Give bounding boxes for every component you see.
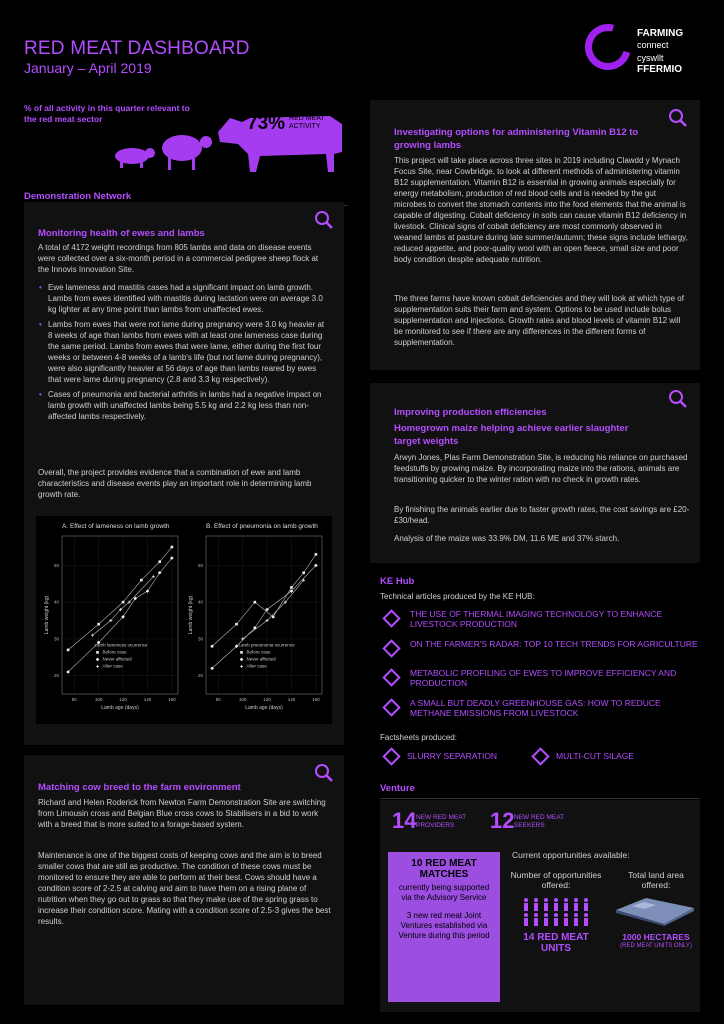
person-icon (584, 918, 588, 926)
kehub-article-link[interactable]: A SMALL BUT DEADLY GREENHOUSE GAS: HOW TO REDUCE METHANE EMISSIONS FROM LIVESTOCK (410, 698, 661, 718)
divider (380, 798, 700, 799)
person-icon (544, 903, 548, 911)
data-point (158, 560, 161, 563)
cow-title: Matching cow breed to the farm environment (38, 782, 241, 793)
data-point (302, 571, 305, 574)
venture-panel (380, 800, 700, 1012)
matches-text: currently being supported via the Advisory Service (398, 883, 490, 902)
search-icon[interactable] (668, 389, 688, 409)
x-axis-label: Lamb age (days) (245, 705, 283, 711)
people-icon (520, 896, 596, 930)
x-tick-label: 100 (94, 697, 103, 702)
person-icon (564, 898, 568, 902)
lameness-conclusion: Overall, the project provides evidence that a combination of ewe and lamb characteristics and disease events play an important role in determining lamb growth rate. (38, 468, 312, 499)
person-icon (574, 918, 578, 926)
person-icon (554, 913, 558, 917)
factsheet-icon (382, 747, 400, 765)
section-title-demo: Demonstration Network (24, 191, 132, 202)
cow-panel (24, 755, 344, 1005)
person-icon (544, 898, 548, 902)
y-tick-label: 40 (53, 599, 59, 605)
vitamin-title: Investigating options for administering Vitamin B12 to growing lambs (394, 127, 639, 151)
activity-caption: % of all activity in this quarter relevant to the red meat sector (24, 103, 190, 124)
x-tick-label: 140 (287, 697, 296, 702)
legend-entry: Before case (102, 649, 127, 655)
person-icon (584, 903, 588, 911)
y-tick-label: 50 (197, 562, 203, 568)
person-icon (544, 918, 548, 926)
opportunities-label: Current opportunities available: (512, 850, 630, 860)
legend-entry: Never affected (246, 656, 276, 662)
production-paragraph-2: By finishing the animals earlier due to faster growth rates, the cost savings are £20-£30/head. (394, 505, 690, 525)
lameness-intro: A total of 4172 weight recordings from 805 lambs and data on disease events were collected over a six-month period in a commercial pedigree sheep flock at the Innovis Innovation Site. (38, 243, 319, 274)
factsheet-link[interactable]: MULTI-CUT SILAGE (556, 751, 635, 761)
production-subtitle: Homegrown maize helping achieve earlier slaughter target weights (394, 423, 629, 447)
person-icon (524, 903, 528, 911)
person-icon (554, 918, 558, 926)
person-icon (534, 913, 538, 917)
y-tick-label: 20 (197, 673, 203, 679)
lameness-bullets (38, 282, 330, 426)
cow-paragraph-2: Maintenance is one of the biggest costs of keeping cows and the aim is to breed smaller cows that are still as productive. The condition of these cows must be monitored to ensure they are able to perform at their best. Cows should have a condition score of 2-2.5 at calving and aim to have them on a rising plane of nutrition when they go out to grass so that they make use of the spring grass to increase their condition score. Mating with a condition score of 2.5-3 gives the best results. (38, 851, 331, 926)
y-tick-label: 20 (53, 673, 59, 679)
charts-container (36, 516, 332, 724)
num-opportunities-label: Number of opportunities offered: (510, 870, 602, 890)
data-point (272, 616, 275, 619)
data-point (235, 623, 238, 626)
list-item: • Lambs from ewes that were not lame during pregnancy were 3.0 kg heavier at 8 weeks of age than lambs from ewes with at least one lameness case during the same period. Lambs from ewes that were lame, either during the first four weeks or between 4-8 weeks of a lamb's life (but not lame during pregnancy), were also significantly heavier at 56 days of age than lambs reared by ewes that were lame during pregnancy (2.8 and 3.3 kg respectively). (38, 319, 330, 385)
hectares-value: 1000 HECTARES (622, 932, 690, 942)
production-panel (370, 383, 700, 563)
field-icon (616, 896, 694, 926)
logo-text-farming: FARMING (637, 28, 684, 39)
factsheets-label: Factsheets produced: (380, 733, 457, 742)
kehub-article-link[interactable]: ON THE FARMER'S RADAR: TOP 10 TECH TRENDS FOR AGRICULTURE (410, 639, 698, 649)
x-tick-label: 120 (263, 697, 271, 702)
x-tick-label: 160 (168, 697, 176, 702)
data-point (315, 553, 318, 556)
vitamin-panel (370, 100, 700, 370)
factsheet-icon (531, 747, 549, 765)
data-point (122, 601, 125, 604)
kehub-title: KE Hub (380, 576, 415, 587)
logo-text-connect: connect (637, 40, 669, 50)
article-icon (382, 698, 400, 716)
seekers-count: 12 (490, 808, 515, 833)
person-icon (574, 913, 578, 917)
activity-label: RED MEAT ACTIVITY (289, 115, 325, 130)
legend-title: Lamb lameness ocurrence (94, 642, 148, 648)
list-item: • Ewe lameness and mastitis cases had a significant impact on lamb growth. Lambs from ewes identified with mastitis during lactation were on average 3.0 kg lighter at any time point than lambs from unaffected ewes. (38, 282, 330, 315)
plot-area (206, 536, 322, 694)
data-point (290, 586, 293, 589)
page-subtitle: January – April 2019 (24, 60, 152, 76)
data-point (254, 601, 257, 604)
units-value: 14 RED MEAT UNITS (523, 932, 589, 954)
venture-title: Venture (380, 783, 415, 794)
plot-area (62, 536, 178, 694)
matches-box (388, 852, 500, 1002)
production-title: Improving production efficiencies (394, 407, 547, 418)
y-tick-label: 40 (197, 599, 203, 605)
person-icon (534, 898, 538, 902)
matches-title: 10 RED MEAT MATCHES (411, 858, 477, 880)
cow-paragraph-1: Richard and Helen Roderick from Newton Farm Demonstration Site are switching from Limousin cross and Belgian Blue cross cows to Stabilisers in a bid to work with a breed that is more suited to a forage-based system. (38, 798, 326, 829)
data-point (97, 623, 100, 626)
lamb-growth-charts (36, 516, 332, 724)
person-icon (584, 913, 588, 917)
article-icon (382, 639, 400, 657)
animal-silhouettes-icon (110, 98, 370, 174)
data-point (171, 546, 174, 549)
providers-count: 14 (392, 808, 417, 833)
legend-marker (96, 651, 99, 654)
person-icon (564, 903, 568, 911)
person-icon (554, 898, 558, 902)
person-icon (524, 918, 528, 926)
person-icon (584, 898, 588, 902)
y-axis-label: Lamb weight (kg) (44, 595, 50, 635)
farming-connect-logo-icon (577, 16, 640, 79)
hectares-note: (RED MEAT UNITS ONLY) (620, 943, 692, 949)
legend-entry: After case (246, 663, 267, 669)
y-tick-label: 30 (197, 636, 203, 642)
x-axis-label: Lamb age (days) (101, 705, 139, 711)
chart-title: A. Effect of lameness on lamb growth (62, 523, 170, 530)
legend-entry: After case (102, 663, 123, 669)
production-paragraph-1: Arwyn Jones, Plas Farm Demonstration Site, is reducing his reliance on purchased feedstuffs by growing maize. By incorporating maize into the rations, animals are transitioning quicker to the winter ration with no check in growth rates. (394, 453, 688, 484)
y-tick-label: 50 (53, 562, 59, 568)
article-icon (382, 668, 400, 686)
legend-marker (240, 651, 243, 654)
kehub-article-link[interactable]: METABOLIC PROFILING OF EWES TO IMPROVE EFFICIENCY AND PRODUCTION (410, 668, 677, 688)
person-icon (564, 918, 568, 926)
person-icon (574, 898, 578, 902)
lameness-title: Monitoring health of ewes and lambs (38, 228, 205, 239)
kehub-article-link[interactable]: THE USE OF THERMAL IMAGING TECHNOLOGY TO ENHANCE LIVESTOCK PRODUCTION (410, 609, 663, 629)
article-icon (382, 609, 400, 627)
factsheet-link[interactable]: SLURRY SEPARATION (407, 751, 498, 761)
data-point (67, 649, 70, 652)
x-tick-label: 80 (71, 697, 77, 702)
legend-title: Lamb pneumonia ocurrence (238, 642, 295, 648)
chart-title: B. Effect of pneumonia on lamb growth (206, 523, 318, 530)
person-icon (564, 913, 568, 917)
x-tick-label: 120 (119, 697, 127, 702)
person-icon (544, 913, 548, 917)
logo-text-ffermio: FFERMIO (637, 64, 682, 75)
lameness-panel (24, 202, 344, 745)
y-tick-label: 30 (53, 636, 59, 642)
legend-entry: Before case (246, 649, 271, 655)
logo-text-cyswllt: cyswllt (637, 53, 664, 63)
vitamin-paragraph-2: The three farms have known cobalt deficiencies and they will look at which type of supplementation suits their farm and system. Options to be used include bolus supplementation and injections. Growth rates and blood levels of vitamin B12 will be monitored to see if there are any differences in the different forms of supplementation. (394, 294, 684, 347)
list-item: • Cases of pneumonia and bacterial arthritis in lambs had a negative impact on lamb growth with unaffected lambs being 5.5 kg and 2.2 kg less than non-affected lambs respectively. (38, 389, 330, 422)
search-icon[interactable] (314, 210, 334, 230)
x-tick-label: 140 (143, 697, 152, 702)
person-icon (534, 918, 538, 926)
data-point (140, 579, 143, 582)
y-axis-label: Lamb weight (kg) (188, 595, 194, 635)
x-tick-label: 160 (312, 697, 320, 702)
activity-percent: 73% (247, 113, 286, 134)
production-paragraph-3: Analysis of the maize was 33.9% DM, 11.6 ME and 37% starch. (394, 534, 620, 543)
person-icon (534, 903, 538, 911)
joint-ventures-text: 3 new red meat Joint Ventures established via Venture during this period (398, 911, 490, 940)
search-icon[interactable] (668, 108, 688, 128)
person-icon (574, 903, 578, 911)
page-title: RED MEAT DASHBOARD (24, 38, 250, 59)
person-icon (524, 913, 528, 917)
x-tick-label: 80 (215, 697, 221, 702)
kehub-intro: Technical articles produced by the KE HUB: (380, 592, 535, 601)
person-icon (554, 903, 558, 911)
providers-label: NEW RED MEAT PROVIDERS (416, 814, 466, 829)
land-label: Total land area offered: (628, 870, 684, 890)
x-tick-label: 100 (238, 697, 247, 702)
seekers-label: NEW RED MEAT SEEKERS (514, 814, 564, 829)
search-icon[interactable] (314, 763, 334, 783)
vitamin-paragraph-1: This project will take place across three sites in 2019 including Clawdd y Mynach Focus Site, near Cowbridge, to look at different methods of administering vitamin B12 supplementation. Vitamin B12 is essential in growing animals especially for energy metabolism, production of red blood cells and is needed by the gut microbes to convert the stomach contents into the food elements that the animal is capable of digesting. Cobalt deficiency in soils can cause vitamin B12 deficiency in livestock. Clinical signs of cobalt deficiency are most commonly observed in weaned lambs at pasture during late summer/autumn; these signs include lethargy, reduced appetite, and poor-quality wool with an open fleece, small size and poor body condition despite adequate nutrition. (394, 156, 688, 264)
legend-entry: Never affected (102, 656, 132, 662)
person-icon (524, 898, 528, 902)
data-point (211, 645, 214, 648)
